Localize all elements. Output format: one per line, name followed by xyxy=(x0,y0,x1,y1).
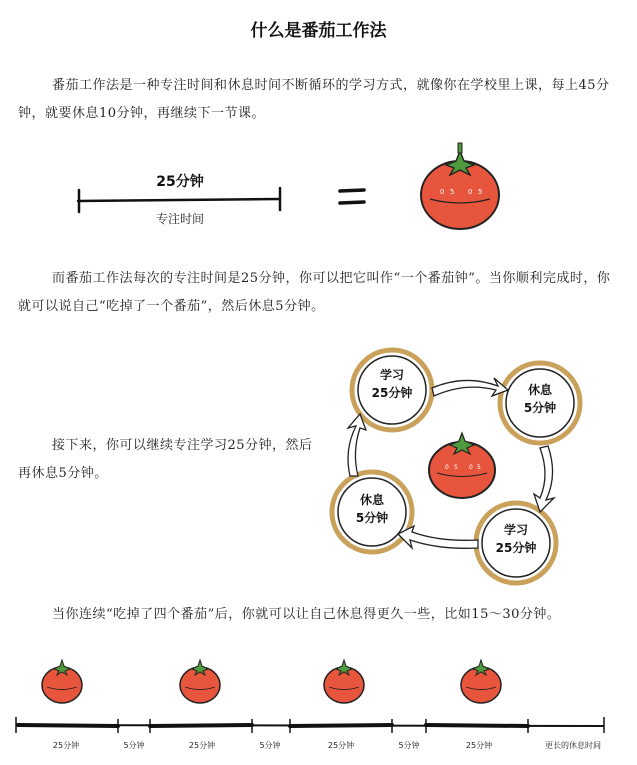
svg-text:5: 5 xyxy=(478,188,483,196)
timeline-label: 25分钟 xyxy=(52,741,80,750)
focus-duration-bar xyxy=(78,188,280,212)
timeline-label: 25分钟 xyxy=(465,741,493,750)
tomato-timer-icon xyxy=(421,143,499,229)
svg-text:0: 0 xyxy=(469,464,473,471)
timeline-label: 5分钟 xyxy=(398,741,420,750)
timeline-label: 5分钟 xyxy=(259,741,281,750)
cycle-step-title: 休息 xyxy=(359,493,384,507)
equals-sign xyxy=(340,190,364,203)
cycle-step-rest xyxy=(342,491,402,527)
timeline-label: 更长的休息时间 xyxy=(545,741,601,750)
timeline-label: 25分钟 xyxy=(188,741,216,750)
tomato-timer-icon xyxy=(180,660,220,703)
svg-text:5: 5 xyxy=(450,188,455,196)
svg-text:0: 0 xyxy=(445,464,449,471)
focus-time-caption: 专注时间 xyxy=(155,212,204,226)
cycle-step-duration: 5分钟 xyxy=(523,401,557,415)
cycle-step-title: 休息 xyxy=(527,383,552,397)
timeline-label: 25分钟 xyxy=(327,741,355,750)
tomato-timer-icon xyxy=(324,660,364,703)
svg-text:5: 5 xyxy=(454,464,458,471)
paragraph-intro: 番茄工作法是一种专注时间和休息时间不断循环的学习方式，就像你在学校里上课，每上45分钟，就要休息10分钟，再继续下一节课。 xyxy=(18,78,610,121)
svg-text:0: 0 xyxy=(440,188,445,196)
paragraph-pomodoro-definition: 而番茄工作法每次的专注时间是25分钟，你可以把它叫作“一个番茄钟”。当你顺利完成时，你就可以说自己“吃掉了一个番茄”，然后休息5分钟。 xyxy=(18,271,611,314)
pomodoro-timeline xyxy=(16,717,604,733)
page-title: 什么是番茄工作法 xyxy=(250,21,387,41)
paragraph-long-break: 当你连续“吃掉了四个番茄”后，你就可以让自己休息得更久一些，比如15～30分钟。 xyxy=(52,607,561,622)
cycle-step-duration: 25分钟 xyxy=(495,541,537,555)
cycle-step-duration: 5分钟 xyxy=(355,511,389,525)
tomato-timer-icon xyxy=(429,433,495,498)
cycle-step-title: 学习 xyxy=(503,523,528,537)
cycle-step-study xyxy=(486,521,546,557)
svg-text:5: 5 xyxy=(477,464,481,471)
svg-text:0: 0 xyxy=(468,188,473,196)
cycle-step-duration: 25分钟 xyxy=(371,386,413,400)
tomato-timer-icon xyxy=(42,660,82,703)
paragraph-continue: 接下来，你可以继续专注学习25分钟，然后再休息5分钟。 xyxy=(18,438,313,481)
timeline-label: 5分钟 xyxy=(123,741,145,750)
cycle-step-study xyxy=(362,366,422,402)
focus-duration-label: 25分钟 xyxy=(156,174,204,190)
tomato-timer-icon xyxy=(461,660,501,703)
cycle-step-rest xyxy=(510,381,570,417)
cycle-step-title: 学习 xyxy=(379,368,404,382)
